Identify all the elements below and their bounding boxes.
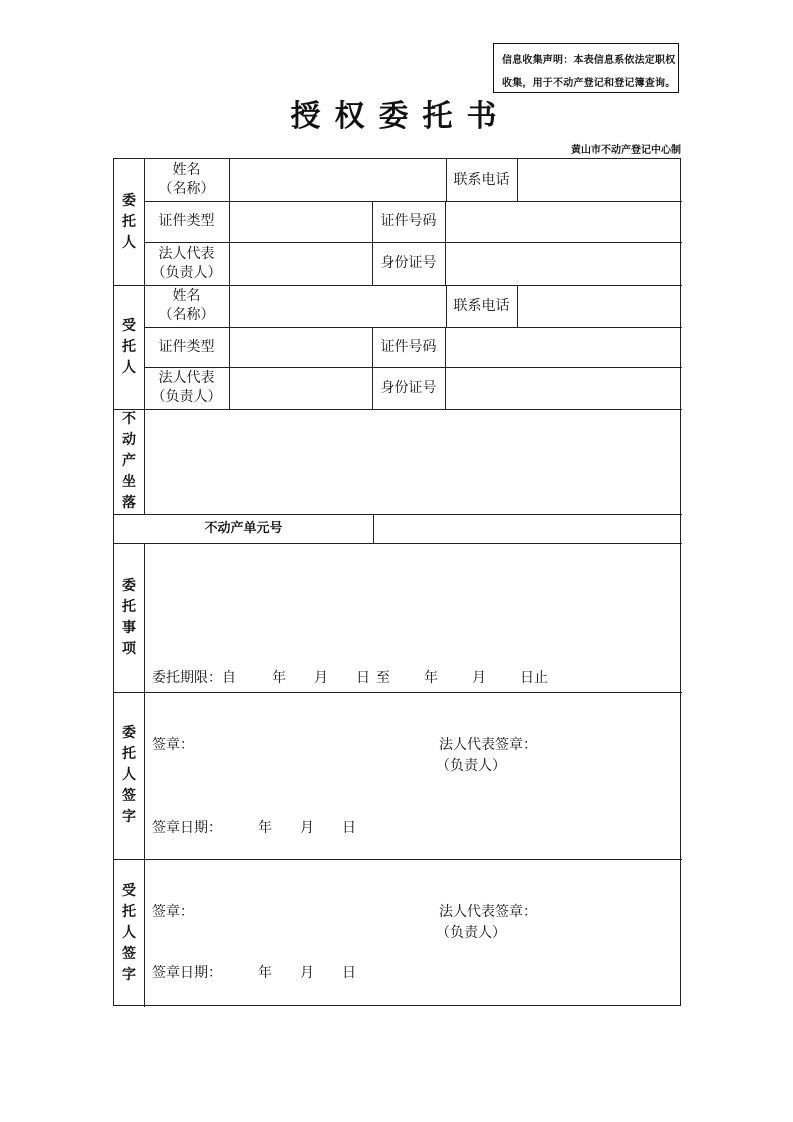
- agent-section-label: 受 托 人: [122, 317, 136, 376]
- page-title: 授权委托书: [290, 99, 511, 134]
- principal-seal-label: 签章：: [152, 737, 194, 753]
- agent-legal-seal-sub: （负责人）: [436, 925, 506, 941]
- mandate-section-label: 委 托 事 项: [122, 577, 136, 657]
- property-location-label: 不 动 产 坐 落: [122, 411, 136, 511]
- principal-legal-seal-label: 法人代表签章：: [439, 737, 537, 753]
- principal-sign-section-label: 委 托 人 签 字: [122, 725, 136, 825]
- issuer-label: 黄山市不动产登记中心制: [571, 145, 681, 156]
- principal-id-number-field[interactable]: [446, 202, 680, 241]
- agent-sign-date: 签章日期： 年 月 日: [152, 965, 356, 981]
- principal-id-number-label: 证件号码: [380, 213, 437, 229]
- agent-legal-rep-field[interactable]: [230, 368, 371, 408]
- property-unit-label: 不动产单元号: [204, 521, 283, 536]
- principal-phone-label: 联系电话: [453, 171, 510, 188]
- agent-id-card-field[interactable]: [446, 368, 680, 408]
- mandate-period: 委托期限：自 年 月 日 至 年 月 日止: [152, 670, 548, 686]
- agent-sign-section-label: 受 托 人 签 字: [122, 882, 136, 983]
- notice-line-1: 信息收集声明：本表信息系依法定职权: [502, 55, 676, 66]
- agent-phone-label: 联系电话: [453, 297, 510, 314]
- agent-seal-label: 签章：: [152, 904, 194, 920]
- principal-name-label: 姓名 （名称）: [158, 162, 215, 197]
- agent-legal-seal-label: 法人代表签章：: [439, 904, 537, 920]
- mandate-content-field[interactable]: [145, 544, 680, 664]
- info-collection-notice: [493, 43, 679, 93]
- agent-name-label: 姓名 （名称）: [158, 288, 215, 323]
- property-unit-field[interactable]: [374, 515, 680, 542]
- agent-phone-field[interactable]: [518, 286, 680, 326]
- authorization-form: [113, 158, 681, 1006]
- principal-id-type-field[interactable]: [230, 202, 371, 241]
- principal-id-card-label: 身份证号: [380, 255, 437, 271]
- agent-id-card-label: 身份证号: [380, 379, 437, 396]
- agent-id-number-label: 证件号码: [380, 338, 437, 355]
- principal-legal-rep-field[interactable]: [230, 243, 371, 284]
- principal-sign-date: 签章日期： 年 月 日: [152, 820, 356, 836]
- agent-signature-field[interactable]: [145, 860, 680, 960]
- principal-signature-field[interactable]: [145, 693, 680, 813]
- principal-legal-rep-label: 法人代表 （负责人）: [151, 245, 222, 281]
- principal-id-type-label: 证件类型: [158, 213, 215, 229]
- principal-id-card-field[interactable]: [446, 243, 680, 284]
- agent-id-type-label: 证件类型: [158, 338, 215, 355]
- agent-name-field[interactable]: [230, 286, 445, 326]
- agent-id-number-field[interactable]: [446, 328, 680, 366]
- notice-line-2: 收集，用于不动产登记和登记簿查询。: [502, 78, 676, 89]
- property-location-field[interactable]: [145, 410, 680, 513]
- agent-legal-rep-label: 法人代表 （负责人）: [151, 370, 222, 405]
- principal-name-field[interactable]: [230, 160, 445, 200]
- principal-legal-seal-sub: （负责人）: [436, 758, 506, 774]
- principal-section-label: 委 托 人: [122, 192, 136, 251]
- agent-id-type-field[interactable]: [230, 328, 371, 366]
- principal-phone-field[interactable]: [518, 160, 680, 200]
